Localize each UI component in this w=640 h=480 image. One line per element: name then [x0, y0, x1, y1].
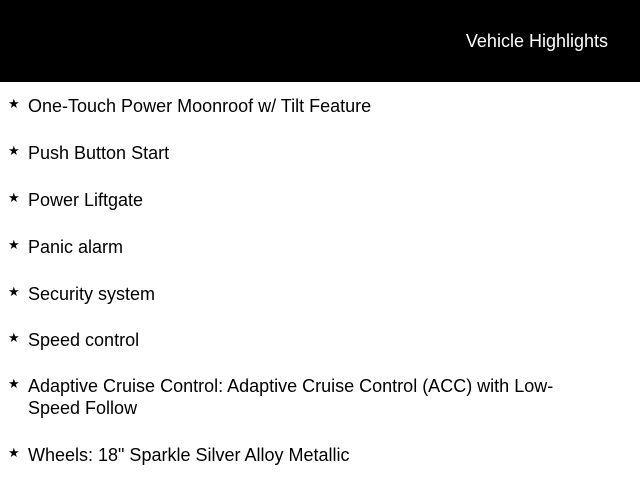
- star-icon: ★: [8, 191, 20, 206]
- highlight-text: One-Touch Power Moonroof w/ Tilt Feature: [28, 96, 372, 116]
- highlight-text: Speed control: [28, 330, 140, 350]
- header-bar: [0, 0, 640, 82]
- star-icon: ★: [8, 238, 20, 253]
- highlight-text: Wheels: 18" Sparkle Silver Alloy Metallic: [28, 445, 350, 465]
- star-icon: ★: [8, 97, 20, 112]
- star-icon: ★: [8, 285, 20, 300]
- highlight-text: Push Button Start: [28, 143, 170, 163]
- star-icon: ★: [8, 446, 20, 461]
- highlight-text: Panic alarm: [28, 237, 124, 257]
- star-icon: ★: [8, 377, 20, 392]
- star-icon: ★: [8, 331, 20, 346]
- page-title: Vehicle Highlights: [465, 31, 608, 51]
- star-icon: ★: [8, 144, 20, 159]
- highlight-text: Security system: [28, 284, 156, 304]
- highlight-text: Adaptive Cruise Control: Adaptive Cruise Control (ACC) with Low-Speed Follow: [28, 376, 554, 418]
- highlight-text: Power Liftgate: [28, 190, 144, 210]
